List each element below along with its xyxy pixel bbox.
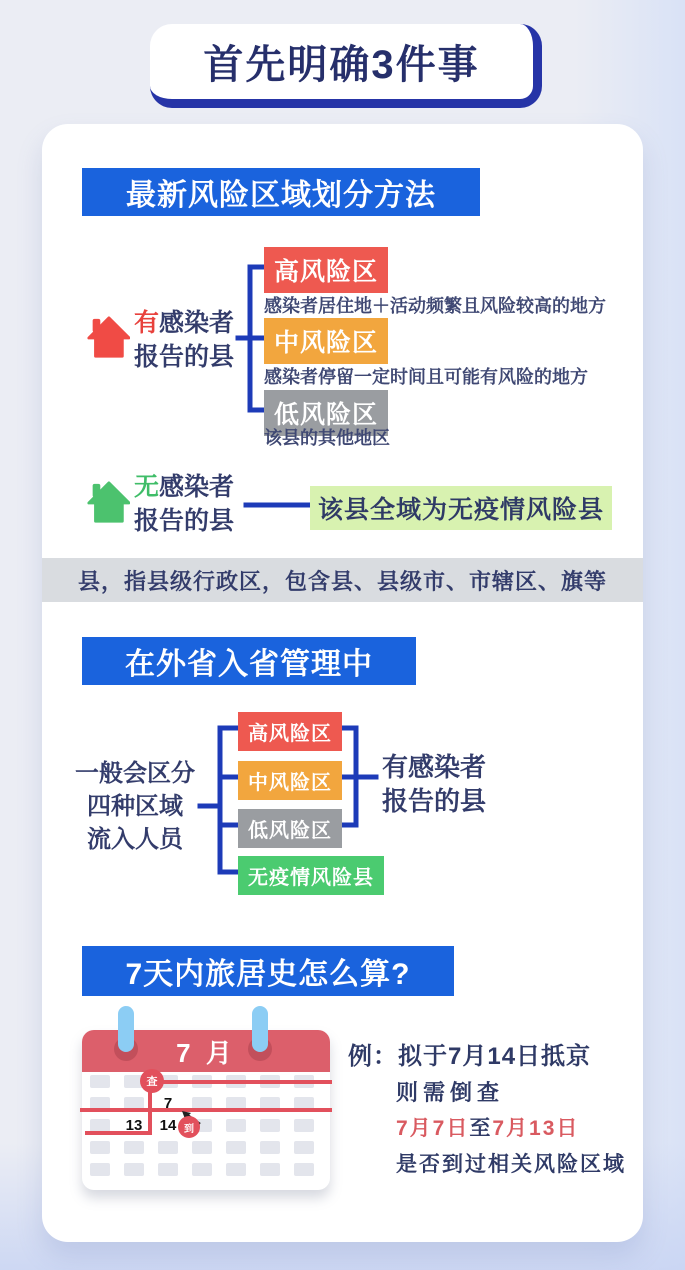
calendar-cell: [294, 1163, 314, 1176]
example-line2: 则需倒查: [396, 1080, 505, 1105]
calendar-cell: [260, 1075, 280, 1088]
calendar-cell: [192, 1097, 212, 1110]
calendar-grid: [90, 1075, 314, 1176]
red-house-icon: [84, 315, 130, 359]
calendar-clip-right-icon: [252, 1006, 268, 1052]
tree2-no-risk-badge: 无疫情风险县: [238, 856, 384, 895]
example-date-range: [396, 1112, 579, 1142]
county-note-bar: 县，指县级行政区，包含县、县级市、市辖区、旗等: [42, 558, 643, 602]
calendar-cell: [226, 1141, 246, 1154]
calendar-cell: [226, 1163, 246, 1176]
calendar-cell: [192, 1141, 212, 1154]
calendar-month-label: 7 月: [176, 1037, 236, 1068]
calendar-cell: [90, 1075, 110, 1088]
calendar-cell: [124, 1097, 144, 1110]
with-cases-label: [134, 306, 234, 374]
calendar-day-14: 14: [159, 1117, 177, 1134]
section2-header: 在外省入省管理中: [82, 637, 416, 685]
calendar-cell: [294, 1097, 314, 1110]
date-from: 7月7日: [396, 1117, 470, 1140]
calendar-illustration: [78, 1002, 334, 1198]
calendar-cell: [260, 1119, 280, 1132]
calendar-cell: [226, 1075, 246, 1088]
calendar-cell: [192, 1163, 212, 1176]
mid-risk-badge: 中风险区: [264, 318, 388, 364]
no-risk-result: 该县全域为无疫情风险县: [310, 486, 612, 530]
reported-county-label: [382, 750, 486, 818]
without-cases-highlight: 无: [134, 473, 160, 501]
reported-county-line1: 有感染者: [382, 752, 487, 782]
calendar-cell: [260, 1097, 280, 1110]
calendar-cell: [260, 1163, 280, 1176]
tree2-mid-risk-badge: 中风险区: [238, 761, 342, 800]
calendar-cell: [158, 1141, 178, 1154]
inflow-label-line1: 一般会区分: [75, 760, 195, 787]
calendar-clip-left-icon: [118, 1006, 134, 1052]
example-line1: [348, 1036, 591, 1071]
calendar-cell: [192, 1075, 212, 1088]
tree2-high-risk-badge: 高风险区: [238, 712, 342, 751]
section3-header: 7天内旅居史怎么算?: [82, 946, 454, 996]
high-risk-badge: 高风险区: [264, 247, 388, 293]
calendar-day-13: 13: [125, 1117, 143, 1134]
example-arrival: 拟于7月14日抵京: [398, 1043, 592, 1070]
mid-risk-desc: 感染者停留一定时间且可能有风险的地方: [264, 367, 588, 387]
high-risk-desc: 感染者居住地＋活动频繁且风险较高的地方: [264, 296, 606, 316]
calendar-cell: [294, 1119, 314, 1132]
calendar-cell: [158, 1163, 178, 1176]
section1-header: 最新风险区域划分方法: [82, 168, 480, 216]
with-cases-rest: 感染者: [159, 309, 235, 337]
date-to: 7月13日: [492, 1117, 580, 1140]
example-line4: 是否到过相关风险区域: [396, 1153, 626, 1176]
calendar-cell: [260, 1141, 280, 1154]
low-risk-badge: 低风险区: [264, 390, 388, 436]
with-cases-highlight: 有: [134, 309, 160, 337]
calendar-cell: [124, 1141, 144, 1154]
with-cases-line1: [134, 306, 234, 340]
title-banner: [150, 24, 542, 108]
date-to-char: 至: [469, 1117, 493, 1140]
inflow-label-line2: 四种区域: [87, 793, 183, 820]
calendar-day-7: 7: [158, 1097, 178, 1110]
with-cases-line2: 报告的县: [134, 343, 235, 371]
calendar-cell: [90, 1163, 110, 1176]
countback-start-marker: 查: [140, 1069, 164, 1093]
calendar-cell: [294, 1141, 314, 1154]
inflow-label: [72, 757, 198, 856]
without-cases-line1: [134, 470, 234, 504]
calendar-cell: [226, 1119, 246, 1132]
calendar-cell: [90, 1141, 110, 1154]
reported-county-line2: 报告的县: [382, 786, 487, 816]
countback-end-marker: 到: [178, 1116, 200, 1138]
calendar-cell: [124, 1163, 144, 1176]
calendar-cell: [294, 1075, 314, 1088]
inflow-label-line3: 流入人员: [87, 826, 183, 853]
example-label: 例：: [348, 1043, 398, 1070]
page-title: 首先明确3件事: [203, 43, 480, 87]
without-cases-line2: 报告的县: [134, 507, 235, 535]
low-risk-desc: 该县的其他地区: [264, 428, 390, 448]
green-house-icon: [84, 480, 130, 524]
tree2-low-risk-badge: 低风险区: [238, 809, 342, 848]
without-cases-rest: 感染者: [159, 473, 235, 501]
calendar-cell: [90, 1097, 110, 1110]
without-cases-label: [134, 470, 234, 538]
calendar-cell: [90, 1119, 110, 1132]
calendar-cell: [226, 1097, 246, 1110]
